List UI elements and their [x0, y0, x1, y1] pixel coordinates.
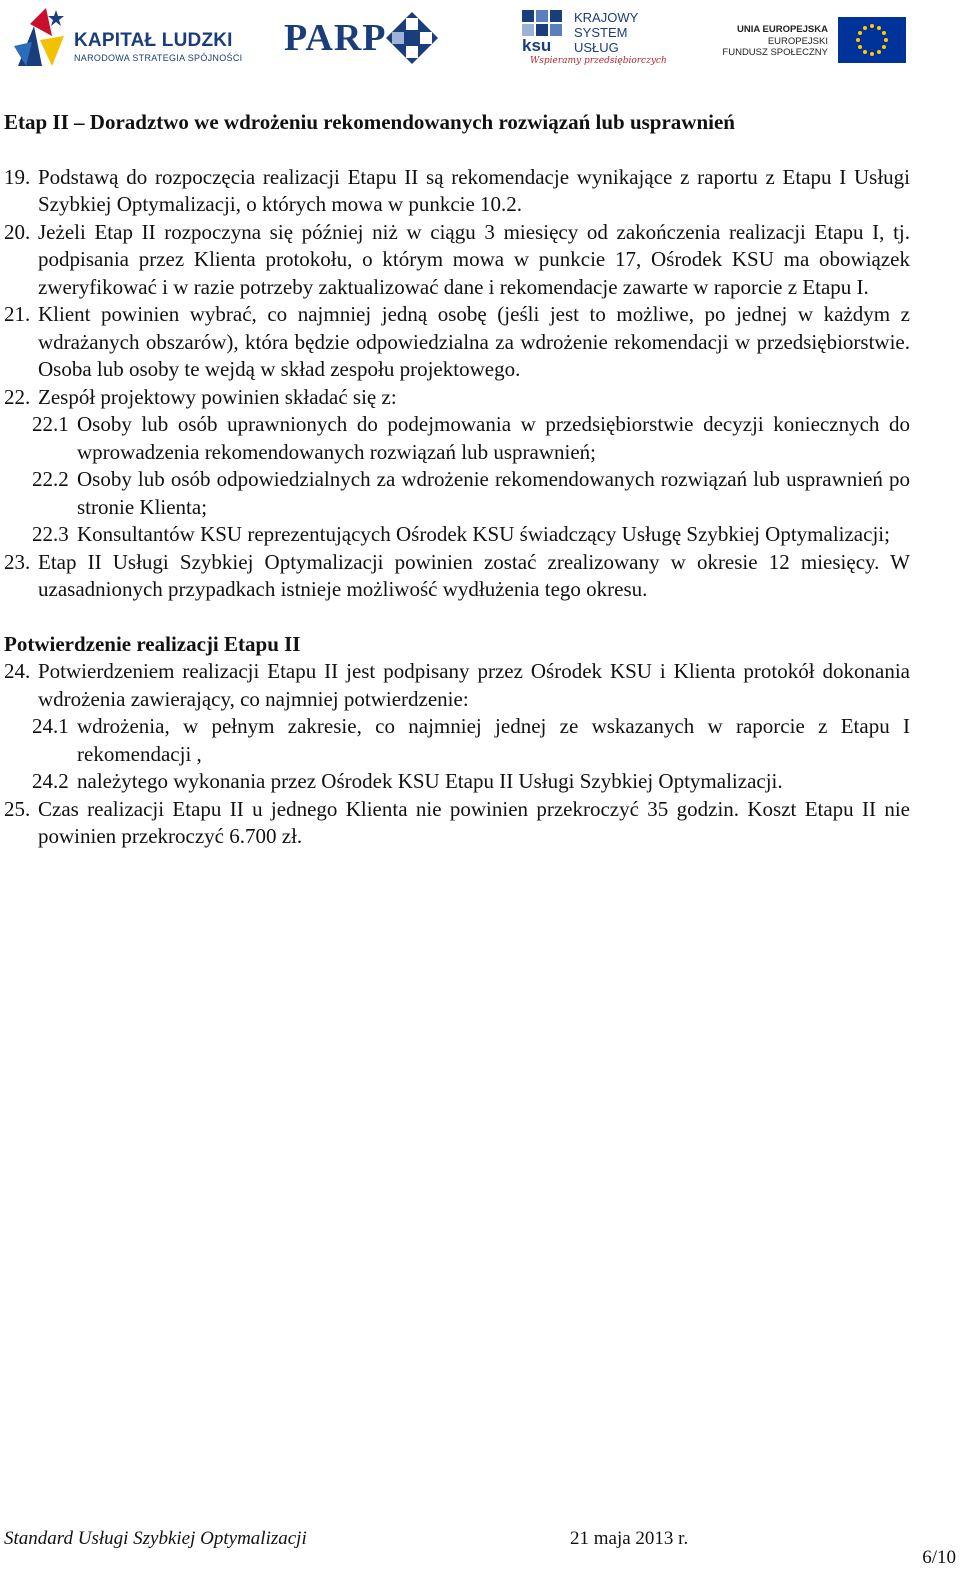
list-item-24 — [4, 658, 910, 713]
sub-item-number: 22.3 — [32, 522, 69, 546]
parp-wordmark: PARP — [284, 17, 387, 59]
parp-emblem — [384, 10, 444, 66]
list-item-23 — [4, 549, 910, 604]
parp-logo — [284, 8, 444, 68]
item-text: Zespół projektowy powinien składać się z: — [38, 384, 397, 409]
item-text: Czas realizacji Etapu II u jednego Klienta nie powinien przekroczyć 35 godzin. Koszt Etapu II nie powinien przekroczyć 6.700 zł. — [38, 796, 910, 848]
eu-line2: EUROPEJSKI — [767, 36, 828, 47]
sub-item-text: wdrożenia, w pełnym zakresie, co najmniej jednej ze wskazanych w raporcie z Etapu I rekomendacji , — [77, 714, 910, 766]
item-number: 19. — [4, 164, 31, 189]
list-item-21 — [4, 301, 910, 384]
item-number: 23. — [4, 549, 31, 574]
item-text: Klient powinien wybrać, co najmniej jedną osobę (jeśli jest to możliwe, po jednej w każdym z wdrażanych obszarów), która będzie odpowiedzialna za wdrożenie rekomendacji w przedsiębiorstwie. Osoba lub osoby te wejdą w skład zespołu projektowego. — [38, 302, 910, 381]
eu-line1: UNIA EUROPEJSKA — [737, 24, 828, 35]
logo-header — [0, 0, 960, 84]
kapital-ludzki-emblem — [12, 6, 68, 68]
eu-line3: FUNDUSZ SPOŁECZNY — [722, 47, 828, 58]
list-item-19 — [4, 164, 910, 219]
eu-flag-icon — [838, 17, 906, 63]
item-number: 20. — [4, 219, 31, 244]
page-number: 6/10 — [922, 1547, 956, 1568]
sub-item-22-1 — [4, 411, 910, 466]
item-text: Jeżeli Etap II rozpoczyna się później niż w ciągu 3 miesięcy od zakończenia realizacji Etapu I, tj. podpisania przez Klienta protokołu, o którym mowa w punkcie 17, Ośrodek KSU ma obowiązek zweryfikować i w razie potrzeby zaktualizować dane i rekomendacje zawarte w raporcie z Etapu I. — [38, 219, 910, 299]
item-number: 25. — [4, 796, 31, 821]
item-number: 22. — [4, 384, 31, 409]
item-text: Potwierdzeniem realizacji Etapu II jest podpisany przez Ośrodek KSU i Klienta protokół dokonania wdrożenia zawierający, co najmniej potwierdzenie: — [38, 659, 910, 711]
sub-item-text: Osoby lub osób uprawnionych do podejmowania w przedsiębiorstwie decyzji koniecznych do wprowadzenia rekomendowanych rozwiązań lub usprawnień; — [77, 412, 910, 464]
item-number: 24. — [4, 659, 31, 683]
ksu-slogan: Wspieramy przedsiębiorczych — [530, 56, 667, 66]
document-body — [4, 109, 910, 851]
ksu-line2: SYSTEM — [574, 25, 628, 40]
ksu-logo — [520, 6, 667, 76]
ksu-abbr: ksu — [522, 36, 552, 55]
sub-item-text: należytego wykonania przez Ośrodek KSU Etapu II Usługi Szybkiej Optymalizacji. — [77, 769, 783, 793]
section-heading-potwierdzenie: Potwierdzenie realizacji Etapu II — [4, 631, 301, 656]
sub-item-number: 22.1 — [32, 412, 69, 436]
sub-item-text: Konsultantów KSU reprezentujących Ośrodek KSU świadczący Usługę Szybkiej Optymalizacji; — [77, 522, 890, 546]
ksu-line3: USŁUG — [574, 40, 619, 55]
item-number: 21. — [4, 302, 31, 326]
sub-item-number: 24.2 — [32, 769, 69, 793]
kapital-ludzki-logo — [12, 6, 244, 68]
sub-item-22-3 — [4, 521, 910, 549]
kapital-ludzki-title: KAPITAŁ LUDZKI — [74, 30, 233, 51]
list-item-20 — [4, 219, 910, 302]
item-text: Podstawą do rozpoczęcia realizacji Etapu II są rekomendacje wynikające z raportu z Etapu I Usługi Szybkiej Optymalizacji, o których mowa w punkcie 10.2. — [38, 164, 910, 216]
item-text: Etap II Usługi Szybkiej Optymalizacji powinien zostać zrealizowany w okresie 12 miesięcy. W uzasadnionych przypadkach istnieje możliwość wydłużenia tego okresu. — [38, 549, 910, 601]
sub-item-24-1 — [4, 713, 910, 768]
list-item-22 — [4, 384, 910, 412]
section-heading-etap-ii: Etap II – Doradztwo we wdrożeniu rekomendowanych rozwiązań lub usprawnień — [4, 110, 735, 134]
kapital-ludzki-subtitle: NARODOWA STRATEGIA SPÓJNOŚCI — [74, 53, 243, 63]
footer-document-title: Standard Usługi Szybkiej Optymalizacji — [4, 1528, 307, 1549]
list-item-25 — [4, 796, 910, 851]
eu-logo — [722, 14, 906, 66]
ksu-line1: KRAJOWY — [574, 10, 639, 25]
footer-date: 21 maja 2013 r. — [570, 1528, 689, 1549]
sub-item-number: 22.2 — [32, 467, 69, 491]
sub-item-text: Osoby lub osób odpowiedzialnych za wdrożenie rekomendowanych rozwiązań lub usprawnień po stronie Klienta; — [77, 467, 910, 519]
sub-item-22-2 — [4, 466, 910, 521]
sub-item-24-2 — [4, 768, 910, 796]
sub-item-number: 24.1 — [32, 714, 69, 738]
